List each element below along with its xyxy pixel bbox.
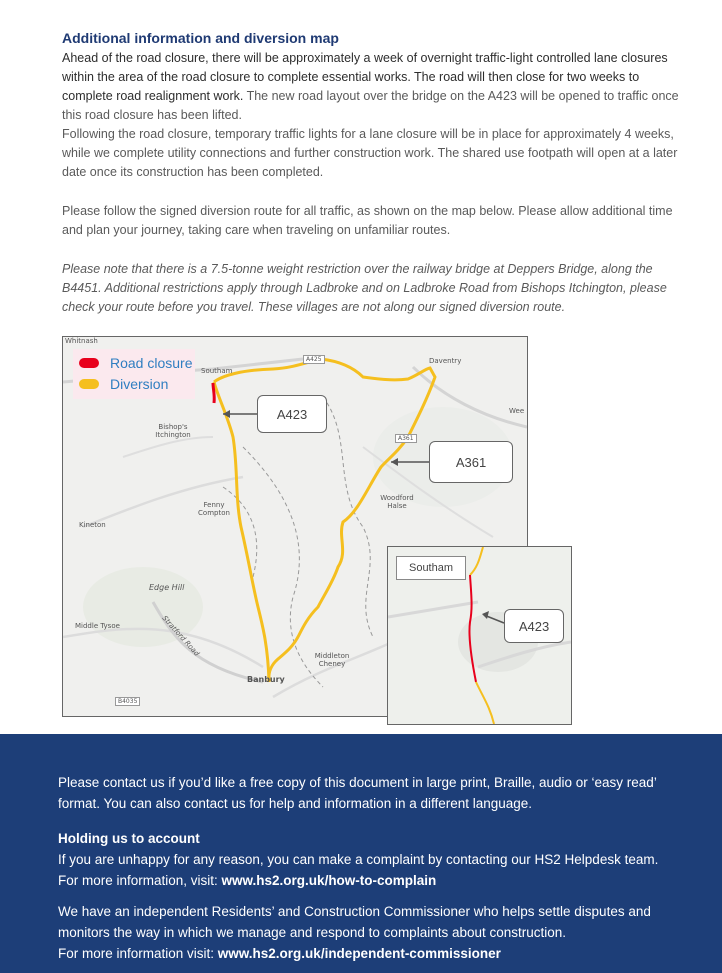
independent-commissioner-link[interactable]: www.hs2.org.uk/independent-commissioner — [217, 946, 501, 961]
road-label-a361: A361 — [395, 434, 417, 443]
inset-callout-a423: A423 — [504, 609, 564, 643]
road-closure-swatch — [79, 358, 99, 368]
callout-a423: A423 — [257, 395, 327, 433]
legend-label: Road closure — [110, 355, 193, 371]
place-daventry: Daventry — [429, 357, 462, 365]
footer-complaint-link-line — [58, 870, 698, 891]
place-middle-tysoe: Middle Tysoe — [75, 622, 120, 630]
place-stratford-road: Stratford Road — [160, 614, 201, 658]
map-legend — [73, 349, 195, 399]
road-label-a425: A425 — [303, 355, 325, 364]
footer-panel — [0, 734, 722, 973]
place-whitnash: Whitnash — [65, 337, 98, 345]
callout-a361: A361 — [429, 441, 513, 483]
legend-label: Diversion — [110, 376, 169, 392]
legend-item-diversion — [79, 375, 168, 393]
footer-accessibility-text: Please contact us if you’d like a free copy of this document in large print, Braille, audio or ‘easy read’ format. You can also contact us for help and information in a different language. — [58, 775, 657, 811]
paragraph-following-closure: Following the road closure, temporary traffic lights for a lane closure will be in place for approximately 4 weeks, while we complete utility connections and further construction work. The shared use footpath will open at a later date once its construction has been completed. — [62, 127, 678, 179]
legend-item-road-closure — [79, 354, 193, 372]
footer-heading: Holding us to account — [58, 831, 200, 846]
how-to-complain-link[interactable]: www.hs2.org.uk/how-to-complain — [221, 873, 437, 888]
footer-content — [58, 772, 698, 964]
place-edge-hill: Edge Hill — [149, 583, 185, 592]
road-closure-line — [213, 383, 214, 403]
complaint-link-prefix: For more information, visit: — [58, 873, 222, 888]
place-banbury: Banbury — [247, 675, 285, 684]
main-content — [62, 30, 682, 317]
closure-details-rest: The new road layout over the bridge on the A423 will be opened to traffic once this road closure has been lifted. — [62, 89, 679, 122]
paragraph-diversion: Please follow the signed diversion route for all traffic, as shown on the map below. Please allow additional time and plan your journey, taking care when traveling on unfamiliar routes. — [62, 204, 673, 237]
paragraph-closure-details — [62, 49, 682, 125]
place-weedon: Wee — [509, 407, 525, 415]
footer-commissioner-link-line — [58, 943, 698, 964]
closure-details-emphasis: Ahead of the road closure, there will be approximately a week of overnight traffic-light controlled lane closures within the area of the road closure to complete essential works. The road will then close for two weeks to complete road realignment work. — [62, 51, 668, 103]
inset-label-southam: Southam — [396, 556, 466, 580]
paragraph-weight-restriction: Please note that there is a 7.5-tonne weight restriction over the railway bridge at Deppers Bridge, along the B4451. Additional restrictions apply through Ladbroke and on Ladbroke Road from Bishops Itchington, please check your route before you travel. These villages are not along our signed diversion route. — [62, 262, 667, 314]
road-label-b4035: B4035 — [115, 697, 140, 706]
place-kineton: Kineton — [79, 521, 106, 529]
commissioner-link-prefix: For more information visit: — [58, 946, 218, 961]
section-title: Additional information and diversion map — [62, 30, 339, 46]
diversion-swatch — [79, 379, 99, 389]
footer-commissioner-text: We have an independent Residents’ and Construction Commissioner who helps settle disputes and monitors the way in which we manage and respond to complaints about construction. — [58, 904, 651, 940]
place-bishops-itchington: Bishop's Itchington — [155, 423, 191, 439]
place-woodford-halse: Woodford Halse — [380, 494, 414, 510]
southam-inset-map — [387, 546, 572, 725]
place-fenny-compton: Fenny Compton — [198, 501, 230, 517]
place-southam: Southam — [201, 367, 233, 375]
place-middleton-cheney: Middleton Cheney — [314, 652, 350, 668]
footer-complaint-text: If you are unhappy for any reason, you can make a complaint by contacting our HS2 Helpdesk team. — [58, 852, 659, 867]
